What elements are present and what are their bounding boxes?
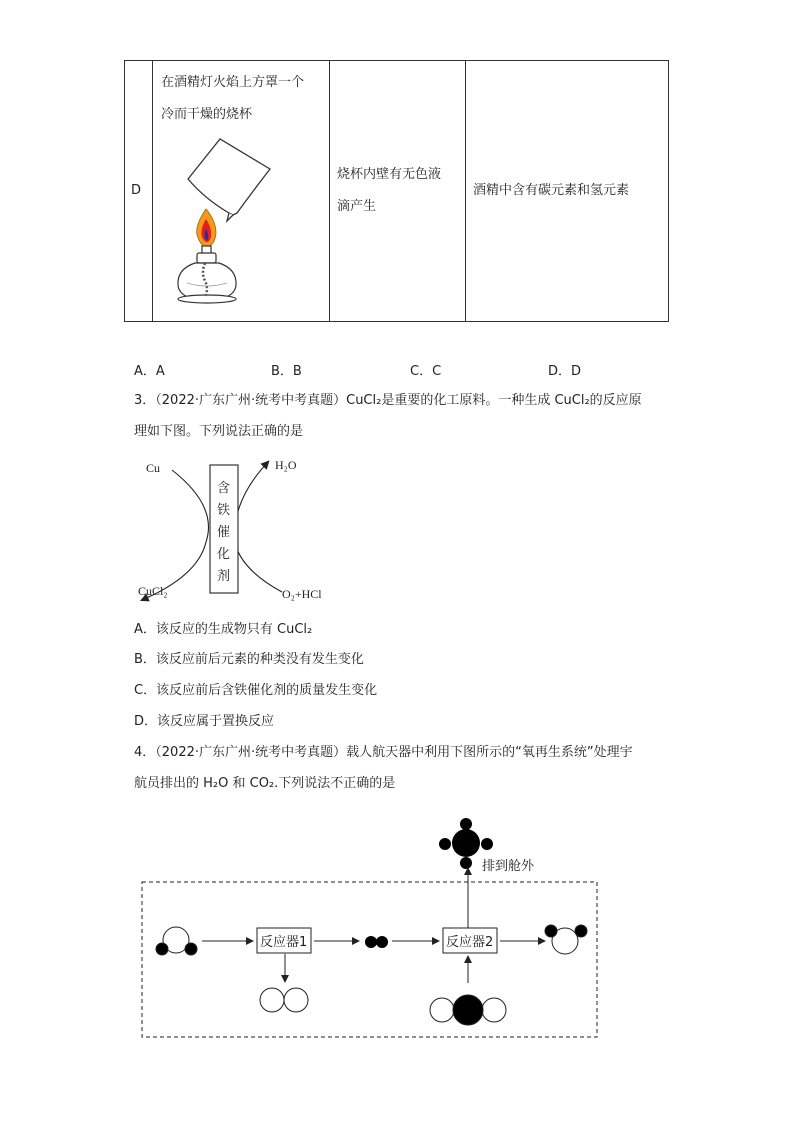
alcohol-lamp-icon — [178, 246, 236, 303]
reactor-1-label: 反应器1 — [260, 935, 308, 950]
catalyst-char: 催 — [217, 525, 231, 540]
catalyst-reaction-diagram — [130, 450, 350, 610]
table-divider — [329, 61, 330, 321]
operation-line-1: 在酒精灯火焰上方罩一个 — [161, 75, 305, 90]
water-molecule — [156, 927, 197, 955]
catalyst-char: 化 — [217, 547, 231, 562]
product-cucl2-label: CuCl₂ — [138, 584, 168, 598]
alcohol-lamp-illustration — [175, 133, 315, 313]
table-divider — [465, 61, 466, 321]
cu-to-cucl2-curve — [142, 470, 208, 600]
reactor-2-label: 反应器2 — [446, 935, 494, 950]
co2-molecule — [430, 995, 506, 1025]
q2-option-c: C．C — [410, 364, 442, 379]
q2-option-d: D．D — [548, 364, 582, 379]
q3-stem-line-2: 理如下图。下列说法正确的是 — [134, 424, 304, 439]
oxygen-molecule — [260, 988, 308, 1012]
operation-line-2: 冷而干燥的烧杯 — [161, 107, 253, 122]
product-h2o-label: H₂O — [275, 458, 297, 472]
exhaust-label: 排到舱外 — [482, 859, 535, 874]
q2-option-b: B．B — [271, 364, 302, 379]
hydrogen-molecule — [365, 936, 388, 948]
conclusion-text: 酒精中含有碳元素和氢元素 — [473, 183, 630, 198]
reactant-cu-label: Cu — [146, 461, 161, 475]
beaker-icon — [188, 139, 270, 221]
row-label: D — [131, 183, 142, 198]
o2hcl-to-h2o-curve — [234, 462, 282, 592]
q3-option-b: B．该反应前后元素的种类没有发生变化 — [134, 652, 364, 667]
oxygen-regeneration-diagram — [130, 815, 610, 1045]
phenomenon-line-2: 滴产生 — [337, 199, 377, 214]
q3-option-c: C．该反应前后含铁催化剂的质量发生变化 — [134, 683, 378, 698]
q3-option-d: D．该反应属于置换反应 — [134, 714, 275, 729]
water-output-molecule — [545, 925, 587, 954]
table-divider — [152, 61, 153, 321]
q3-stem-line-1: 3．（2022·广东广州·统考中考真题）CuCl₂是重要的化工原料。一种生成 CuCl₂的反应原 — [134, 393, 642, 408]
q4-stem-line-2: 航员排出的 H₂O 和 CO₂.下列说法不正确的是 — [134, 776, 396, 791]
system-boundary — [142, 882, 597, 1037]
catalyst-char: 铁 — [217, 503, 231, 518]
q3-option-a: A．该反应的生成物只有 CuCl₂ — [134, 622, 313, 637]
q4-stem-line-1: 4．（2022·广东广州·统考中考真题）载人航天器中利用下图所示的“氧再生系统”处理宇 — [134, 745, 633, 760]
reactant-o2-hcl-label: O₂+HCl — [282, 587, 322, 601]
catalyst-char: 剂 — [217, 569, 231, 584]
phenomenon-line-1: 烧杯内壁有无色液 — [337, 167, 442, 182]
experiment-table — [124, 60, 669, 322]
flame-icon — [197, 209, 216, 247]
catalyst-char: 含 — [217, 481, 231, 496]
q2-option-a: A．A — [134, 364, 165, 379]
